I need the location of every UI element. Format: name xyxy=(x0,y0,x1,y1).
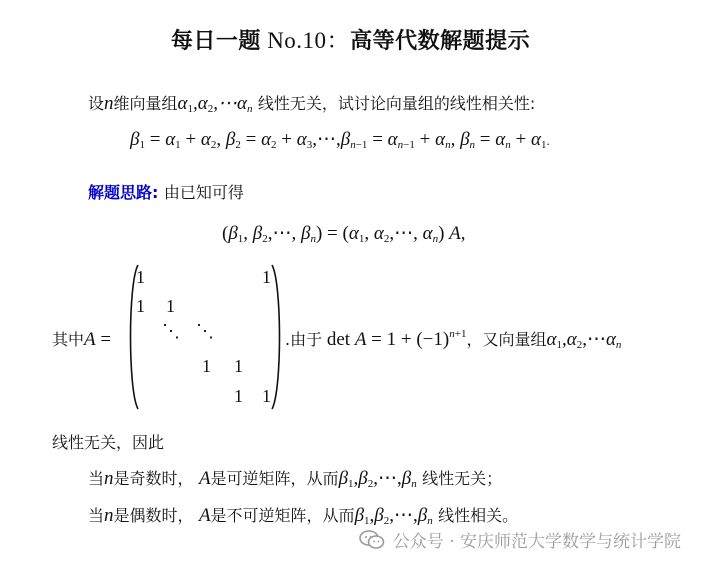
matrix-cell: 1 xyxy=(136,267,145,287)
hint-line xyxy=(88,180,244,203)
matrix-dots: ⋱ xyxy=(162,321,180,341)
matrix-cell: 1 xyxy=(166,296,175,316)
case-even: 当n是偶数时， A是不可逆矩阵，从而$\beta_1,\beta_2,\cdots,\beta_n$ 线性相关。 xyxy=(88,505,519,527)
problem-statement: 设n维向量组$\alpha_1,\alpha_2,\cdots\alpha_n$ 线性无关，试讨论向量组的线性相关性: xyxy=(88,93,536,115)
matrix-cell: 1 xyxy=(136,296,145,316)
relations-equation: $\beta_1 = \alpha_1 + \alpha_2$, $\beta_2 = \alpha_2$ + $\alpha_3,\cdots,\beta_{n-1} = \alpha_{n-1} + \alpha_n$, $\beta_n = \alpha_n + \alpha_1$. xyxy=(130,129,550,151)
case-odd: 当n是奇数时， A是可逆矩阵，从而$\beta_1,\beta_2,\cdots,\beta_n$ 线性无关； xyxy=(88,468,503,490)
title-number: No.10： xyxy=(260,28,351,53)
matrix-cell: 1 xyxy=(262,267,271,287)
matrix-cell: 1 xyxy=(202,356,211,376)
matrix-cell: 1 xyxy=(262,386,271,406)
hint-text: 由已知可得 xyxy=(163,183,244,202)
watermark-text: 公众号 · 安庆师范大学数学与统计学院 xyxy=(392,532,681,552)
matrix-cell: 1 xyxy=(234,356,243,376)
title-suffix: 高等代数解题提示 xyxy=(350,29,531,54)
hint-label: 解题思路: xyxy=(88,183,159,202)
continuation-line: 线性无关，因此 xyxy=(52,433,165,452)
where-label: 其中A = xyxy=(52,329,112,350)
matrix-dots: ⋱ xyxy=(196,321,214,341)
det-line: .由于 $\det A = 1 + (-1)^{n+1}$，又向量组$\alpha_1,\alpha_2,\cdots\alpha_n$ xyxy=(285,328,622,351)
matrix-A xyxy=(126,263,284,411)
watermark xyxy=(359,527,681,552)
matrix-cell: 1 xyxy=(234,386,243,406)
right-paren xyxy=(270,263,284,411)
matrix-equation: ($\beta_1$, $\beta_2,\cdots$, $\beta_n) = (\alpha_1$, $\alpha_2,\cdots$, $\alpha_n$) A, xyxy=(222,223,466,245)
wechat-icon xyxy=(359,530,385,550)
title-prefix: 每日一题 xyxy=(170,29,261,54)
page-title xyxy=(0,22,701,55)
